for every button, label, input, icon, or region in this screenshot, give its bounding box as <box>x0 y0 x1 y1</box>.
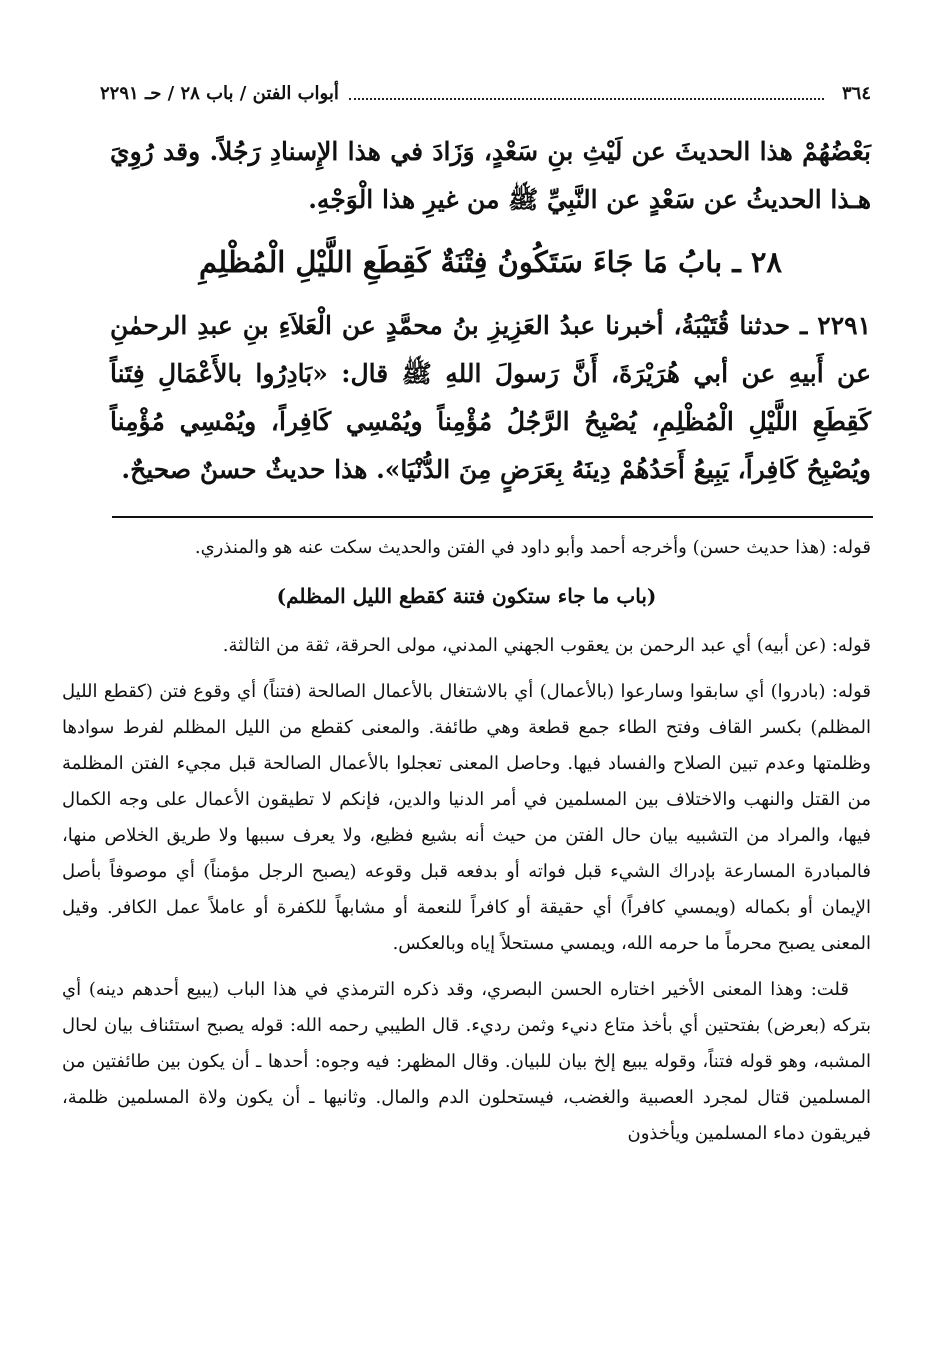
chapter-title: ٢٨ ـ بابُ مَا جَاءَ سَتَكُونُ فِتْنَةٌ كَقِطَعِ اللَّيْلِ الْمُظْلِمِ <box>198 245 782 279</box>
commentary-paragraph-1: قوله: (هذا حديث حسن) وأخرجه أحمد وأبو داود في الفتن والحديث سكت عنه هو والمنذري. <box>194 537 871 558</box>
intro-paragraph: بَعْضُهُمْ هذا الحديثَ عن لَيْثِ بنِ سَعْدٍ، وَزَادَ في هذا الإِسنادِ رَجُلاً. وقد رُوِيَ هـذا الحديثُ عن سَعْدٍ عن النَّبِيِّ ﷺ من غيرِ هذا الْوَجْهِ. <box>110 137 871 214</box>
commentary-paragraph-3: قوله: (بادروا) أي سابقوا وسارعوا (بالأعمال) أي بالاشتغال بالأعمال الصالحة (فتناً) أي وقوع فتن (كقطع الليل المظلم) بكسر القاف وفتح الطاء جمع قطعة وهي طائفة. والمعنى كقطع من الليل المظلم لفرط سوادها وظلمتها وعدم تبين الصلاح والفساد فيها. وحاصل المعنى تعجلوا بالأعمال الصالحة قبل مجيء الفتن المظلمة من القتل والنهب والاختلاف بين المسلمين في أمر الدنيا والدين، فإنكم لا تطيقون الأعمال على وجه الكمال فيها، والمراد من التشبيه بيان حال الفتن من حيث أنه بشيع فظيع، ولا يعرف سببها ولا طريق الخلاص منها، فالمبادرة المسارعة بإدراك الشيء قبل فواته أو بدفعه قبل وقوعه (يصبح الرجل مؤمناً) أي موصوفاً بأصل الإيمان أو بكماله (ويمسي كافراً) أي حقيقة أو كافراً للنعمة أو مشابهاً للكفرة أو عاملاً عمل الكافر. وقيل المعنى يصبح محرماً ما حرمه الله، ويمسي مستحلاً إياه وبالعكس. <box>62 681 871 954</box>
footnote-divider <box>112 516 873 518</box>
commentary-subtitle: (باب ما جاء ستكون فتنة كقطع الليل المظلم) <box>276 584 657 608</box>
main-text <box>110 128 871 494</box>
commentary <box>62 530 871 1152</box>
hadith-paragraph: ٢٢٩١ ـ حدثنا قُتَيْبَةُ، أخبرنا عبدُ العَزِيزِ بنُ محمَّدٍ عن الْعَلاَءِ بنِ عبدِ الرحمٰنِ عن أَبيهِ عن أبي هُرَيْرَةَ، أَنَّ رَسولَ اللهِ ﷺ قال: «بَادِرُوا بالأَعْمَالِ فِتَناً كَقِطَعِ اللَّيْلِ الْمُظْلِمِ، يُصْبِحُ الرَّجُلُ مُؤْمِناً ويُمْسِي كَافِراً، ويُمْسِي مُؤْمِناً ويُصْبِحُ كَافِراً، يَبِيعُ أَحَدُهُمْ دِينَهُ بِعَرَضٍ مِنَ الدُّنْيَا». هذا حديثٌ حسنٌ صحيحٌ. <box>110 311 871 484</box>
commentary-paragraph-2: قوله: (عن أبيه) أي عبد الرحمن بن يعقوب الجهني المدني، مولى الحرقة، ثقة من الثالثة. <box>222 635 871 656</box>
commentary-paragraph-4: قلت: وهذا المعنى الأخير اختاره الحسن البصري، وقد ذكره الترمذي في هذا الباب (يبيع أحدهم دينه) أي بتركه (بعرض) بفتحتين أي بأخذ متاع دنيء وثمن رديء. قال الطيبي رحمه الله: قوله يصبح استئناف بيان لحال المشبه، وهو قوله فتناً، وقوله يبيع إلخ بيان للبيان. وقال المظهر: فيه وجوه: أحدها ـ أن يكون بين طائفتين من المسلمين قتال لمجرد العصبية والغضب، فيستحلون الدم والمال. وثانيها ـ أن يكون ولاة المسلمين ظلمة، فيريقون دماء المسلمين ويأخذون <box>62 979 871 1144</box>
running-title: أبواب الفتن / باب ٢٨ / حـ ٢٢٩١ <box>100 82 339 104</box>
running-header <box>100 78 871 108</box>
header-dot-leader <box>349 86 824 100</box>
page-number: ٣٦٤ <box>841 82 871 104</box>
